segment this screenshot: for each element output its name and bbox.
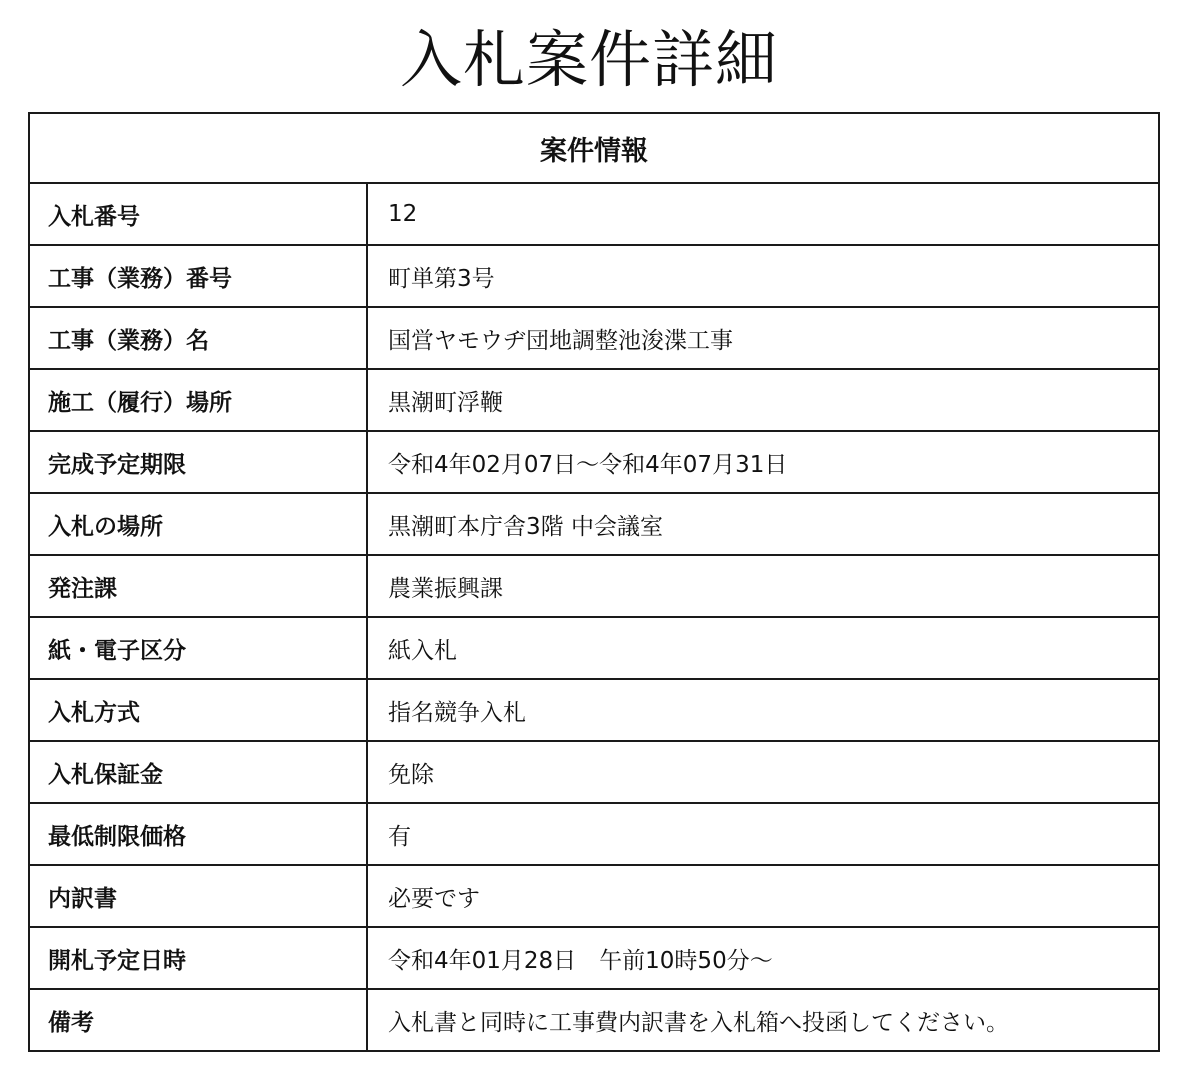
table-row bbox=[29, 245, 1159, 307]
table-row bbox=[29, 555, 1159, 617]
bid-detail-table bbox=[28, 112, 1160, 1052]
row-label: 開札予定日時 bbox=[29, 927, 367, 989]
row-label: 入札保証金 bbox=[29, 741, 367, 803]
row-label: 紙・電子区分 bbox=[29, 617, 367, 679]
table-row bbox=[29, 183, 1159, 245]
table-row bbox=[29, 369, 1159, 431]
row-value: 紙入札 bbox=[367, 617, 1159, 679]
row-label: 内訳書 bbox=[29, 865, 367, 927]
table-row bbox=[29, 431, 1159, 493]
row-value: 令和4年02月07日～令和4年07月31日 bbox=[367, 431, 1159, 493]
row-label: 入札方式 bbox=[29, 679, 367, 741]
row-value: 必要です bbox=[367, 865, 1159, 927]
row-value: 入札書と同時に工事費内訳書を入札箱へ投函してください。 bbox=[367, 989, 1159, 1051]
row-value: 国営ヤモウヂ団地調整池浚渫工事 bbox=[367, 307, 1159, 369]
row-value: 12 bbox=[367, 183, 1159, 245]
row-value: 黒潮町本庁舎3階 中会議室 bbox=[367, 493, 1159, 555]
row-label: 入札の場所 bbox=[29, 493, 367, 555]
row-label: 発注課 bbox=[29, 555, 367, 617]
table-row bbox=[29, 307, 1159, 369]
row-value: 有 bbox=[367, 803, 1159, 865]
row-label: 完成予定期限 bbox=[29, 431, 367, 493]
table-row bbox=[29, 493, 1159, 555]
row-value: 町単第3号 bbox=[367, 245, 1159, 307]
page-title: 入札案件詳細 bbox=[399, 23, 778, 96]
row-value: 令和4年01月28日 午前10時50分～ bbox=[367, 927, 1159, 989]
row-value: 農業振興課 bbox=[367, 555, 1159, 617]
row-value: 指名競争入札 bbox=[367, 679, 1159, 741]
table-row bbox=[29, 803, 1159, 865]
table-row bbox=[29, 927, 1159, 989]
row-label: 工事（業務）名 bbox=[29, 307, 367, 369]
table-row bbox=[29, 989, 1159, 1051]
row-value: 免除 bbox=[367, 741, 1159, 803]
row-label: 入札番号 bbox=[29, 183, 367, 245]
section-header: 案件情報 bbox=[29, 113, 1159, 183]
row-label: 最低制限価格 bbox=[29, 803, 367, 865]
row-value: 黒潮町浮鞭 bbox=[367, 369, 1159, 431]
table-row bbox=[29, 741, 1159, 803]
table-row bbox=[29, 617, 1159, 679]
row-label: 備考 bbox=[29, 989, 367, 1051]
row-label: 工事（業務）番号 bbox=[29, 245, 367, 307]
section-header-row bbox=[29, 113, 1159, 183]
table-row bbox=[29, 865, 1159, 927]
table-row bbox=[29, 679, 1159, 741]
row-label: 施工（履行）場所 bbox=[29, 369, 367, 431]
